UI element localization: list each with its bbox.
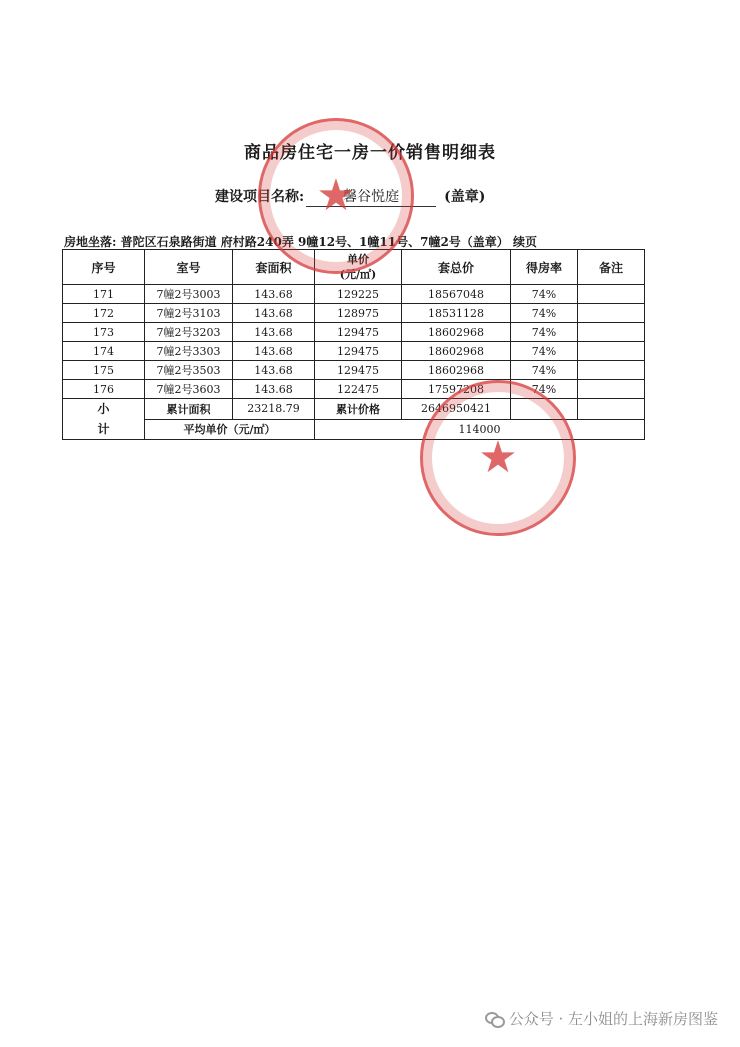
cell-room: 7幢2号3303 (145, 342, 233, 361)
cell-unit-price: 129225 (315, 285, 402, 304)
cumulative-area-label: 累计面积 (145, 399, 233, 420)
cell-room: 7幢2号3603 (145, 380, 233, 399)
cell-room: 7幢2号3503 (145, 361, 233, 380)
cell-ratio: 74% (511, 342, 578, 361)
cell-seq: 175 (63, 361, 145, 380)
cell-seq: 176 (63, 380, 145, 399)
cell-total: 18602968 (402, 342, 511, 361)
cell-unit-price: 129475 (315, 342, 402, 361)
cell-unit-price: 128975 (315, 304, 402, 323)
cell-ratio: 74% (511, 304, 578, 323)
cell-unit-price: 122475 (315, 380, 402, 399)
project-line (215, 186, 485, 207)
project-label: 建设项目名称: (215, 189, 305, 205)
cumulative-price-value: 2646950421 (402, 399, 511, 420)
header-seq: 序号 (63, 250, 145, 285)
header-area: 套面积 (233, 250, 315, 285)
table-header-row (63, 250, 645, 285)
cell-area: 143.68 (233, 323, 315, 342)
cell-room: 7幢2号3003 (145, 285, 233, 304)
cell-area: 143.68 (233, 304, 315, 323)
document-title: 商品房住宅一房一价销售明细表 (244, 143, 496, 163)
cell-unit-price: 129475 (315, 361, 402, 380)
table-row (63, 304, 645, 323)
property-location: 房地坐落: 普陀区石泉路街道 府村路240弄 9幢12号、1幢11号、7幢2号（盖章） 续页 (64, 235, 537, 249)
project-seal: (盖章) (444, 189, 486, 205)
header-unit-price-label: 单价 (347, 253, 369, 266)
cumulative-price-label: 累计价格 (315, 399, 402, 420)
table-row (63, 285, 645, 304)
average-row (63, 419, 645, 440)
cell-note (578, 323, 645, 342)
wechat-icon (485, 1012, 503, 1026)
star-icon: ★ (478, 432, 518, 483)
cell-seq: 173 (63, 323, 145, 342)
header-unit-price-unit: (元/㎡) (339, 268, 377, 281)
cell-unit-price: 129475 (315, 323, 402, 342)
cell-area: 143.68 (233, 285, 315, 304)
cell-empty (511, 399, 578, 420)
cell-ratio: 74% (511, 361, 578, 380)
header-unit-price (315, 250, 402, 285)
cell-total: 17597208 (402, 380, 511, 399)
star-icon: ★ (316, 170, 356, 221)
subtotal-label-2: 计 (97, 422, 110, 436)
cell-note (578, 361, 645, 380)
watermark (485, 1008, 718, 1029)
cell-seq: 171 (63, 285, 145, 304)
cell-note (578, 342, 645, 361)
header-room: 室号 (145, 250, 233, 285)
cell-ratio: 74% (511, 285, 578, 304)
header-ratio: 得房率 (511, 250, 578, 285)
cell-ratio: 74% (511, 380, 578, 399)
table-row (63, 323, 645, 342)
header-total: 套总价 (402, 250, 511, 285)
cell-room: 7幢2号3103 (145, 304, 233, 323)
cell-area: 143.68 (233, 342, 315, 361)
watermark-text: 公众号 · 左小姐的上海新房图鉴 (508, 1010, 718, 1028)
subtotal-label (63, 399, 145, 440)
cell-note (578, 304, 645, 323)
cell-ratio: 74% (511, 323, 578, 342)
table-row (63, 361, 645, 380)
cell-room: 7幢2号3203 (145, 323, 233, 342)
cell-total: 18531128 (402, 304, 511, 323)
table-row (63, 380, 645, 399)
cell-seq: 174 (63, 342, 145, 361)
average-price-value: 114000 (315, 419, 645, 440)
cell-seq: 172 (63, 304, 145, 323)
cumulative-area-value: 23218.79 (233, 399, 315, 420)
table-row (63, 342, 645, 361)
cell-total: 18602968 (402, 361, 511, 380)
project-name: 馨谷悦庭 (306, 186, 436, 207)
cell-note (578, 285, 645, 304)
sales-table (62, 249, 645, 440)
cell-note (578, 380, 645, 399)
cell-area: 143.68 (233, 380, 315, 399)
average-price-label: 平均单价（元/㎡） (145, 419, 315, 440)
cell-total: 18602968 (402, 323, 511, 342)
cell-area: 143.68 (233, 361, 315, 380)
subtotal-label-1: 小 (97, 402, 110, 416)
cell-empty (578, 399, 645, 420)
cell-total: 18567048 (402, 285, 511, 304)
header-note: 备注 (578, 250, 645, 285)
subtotal-row (63, 399, 645, 420)
